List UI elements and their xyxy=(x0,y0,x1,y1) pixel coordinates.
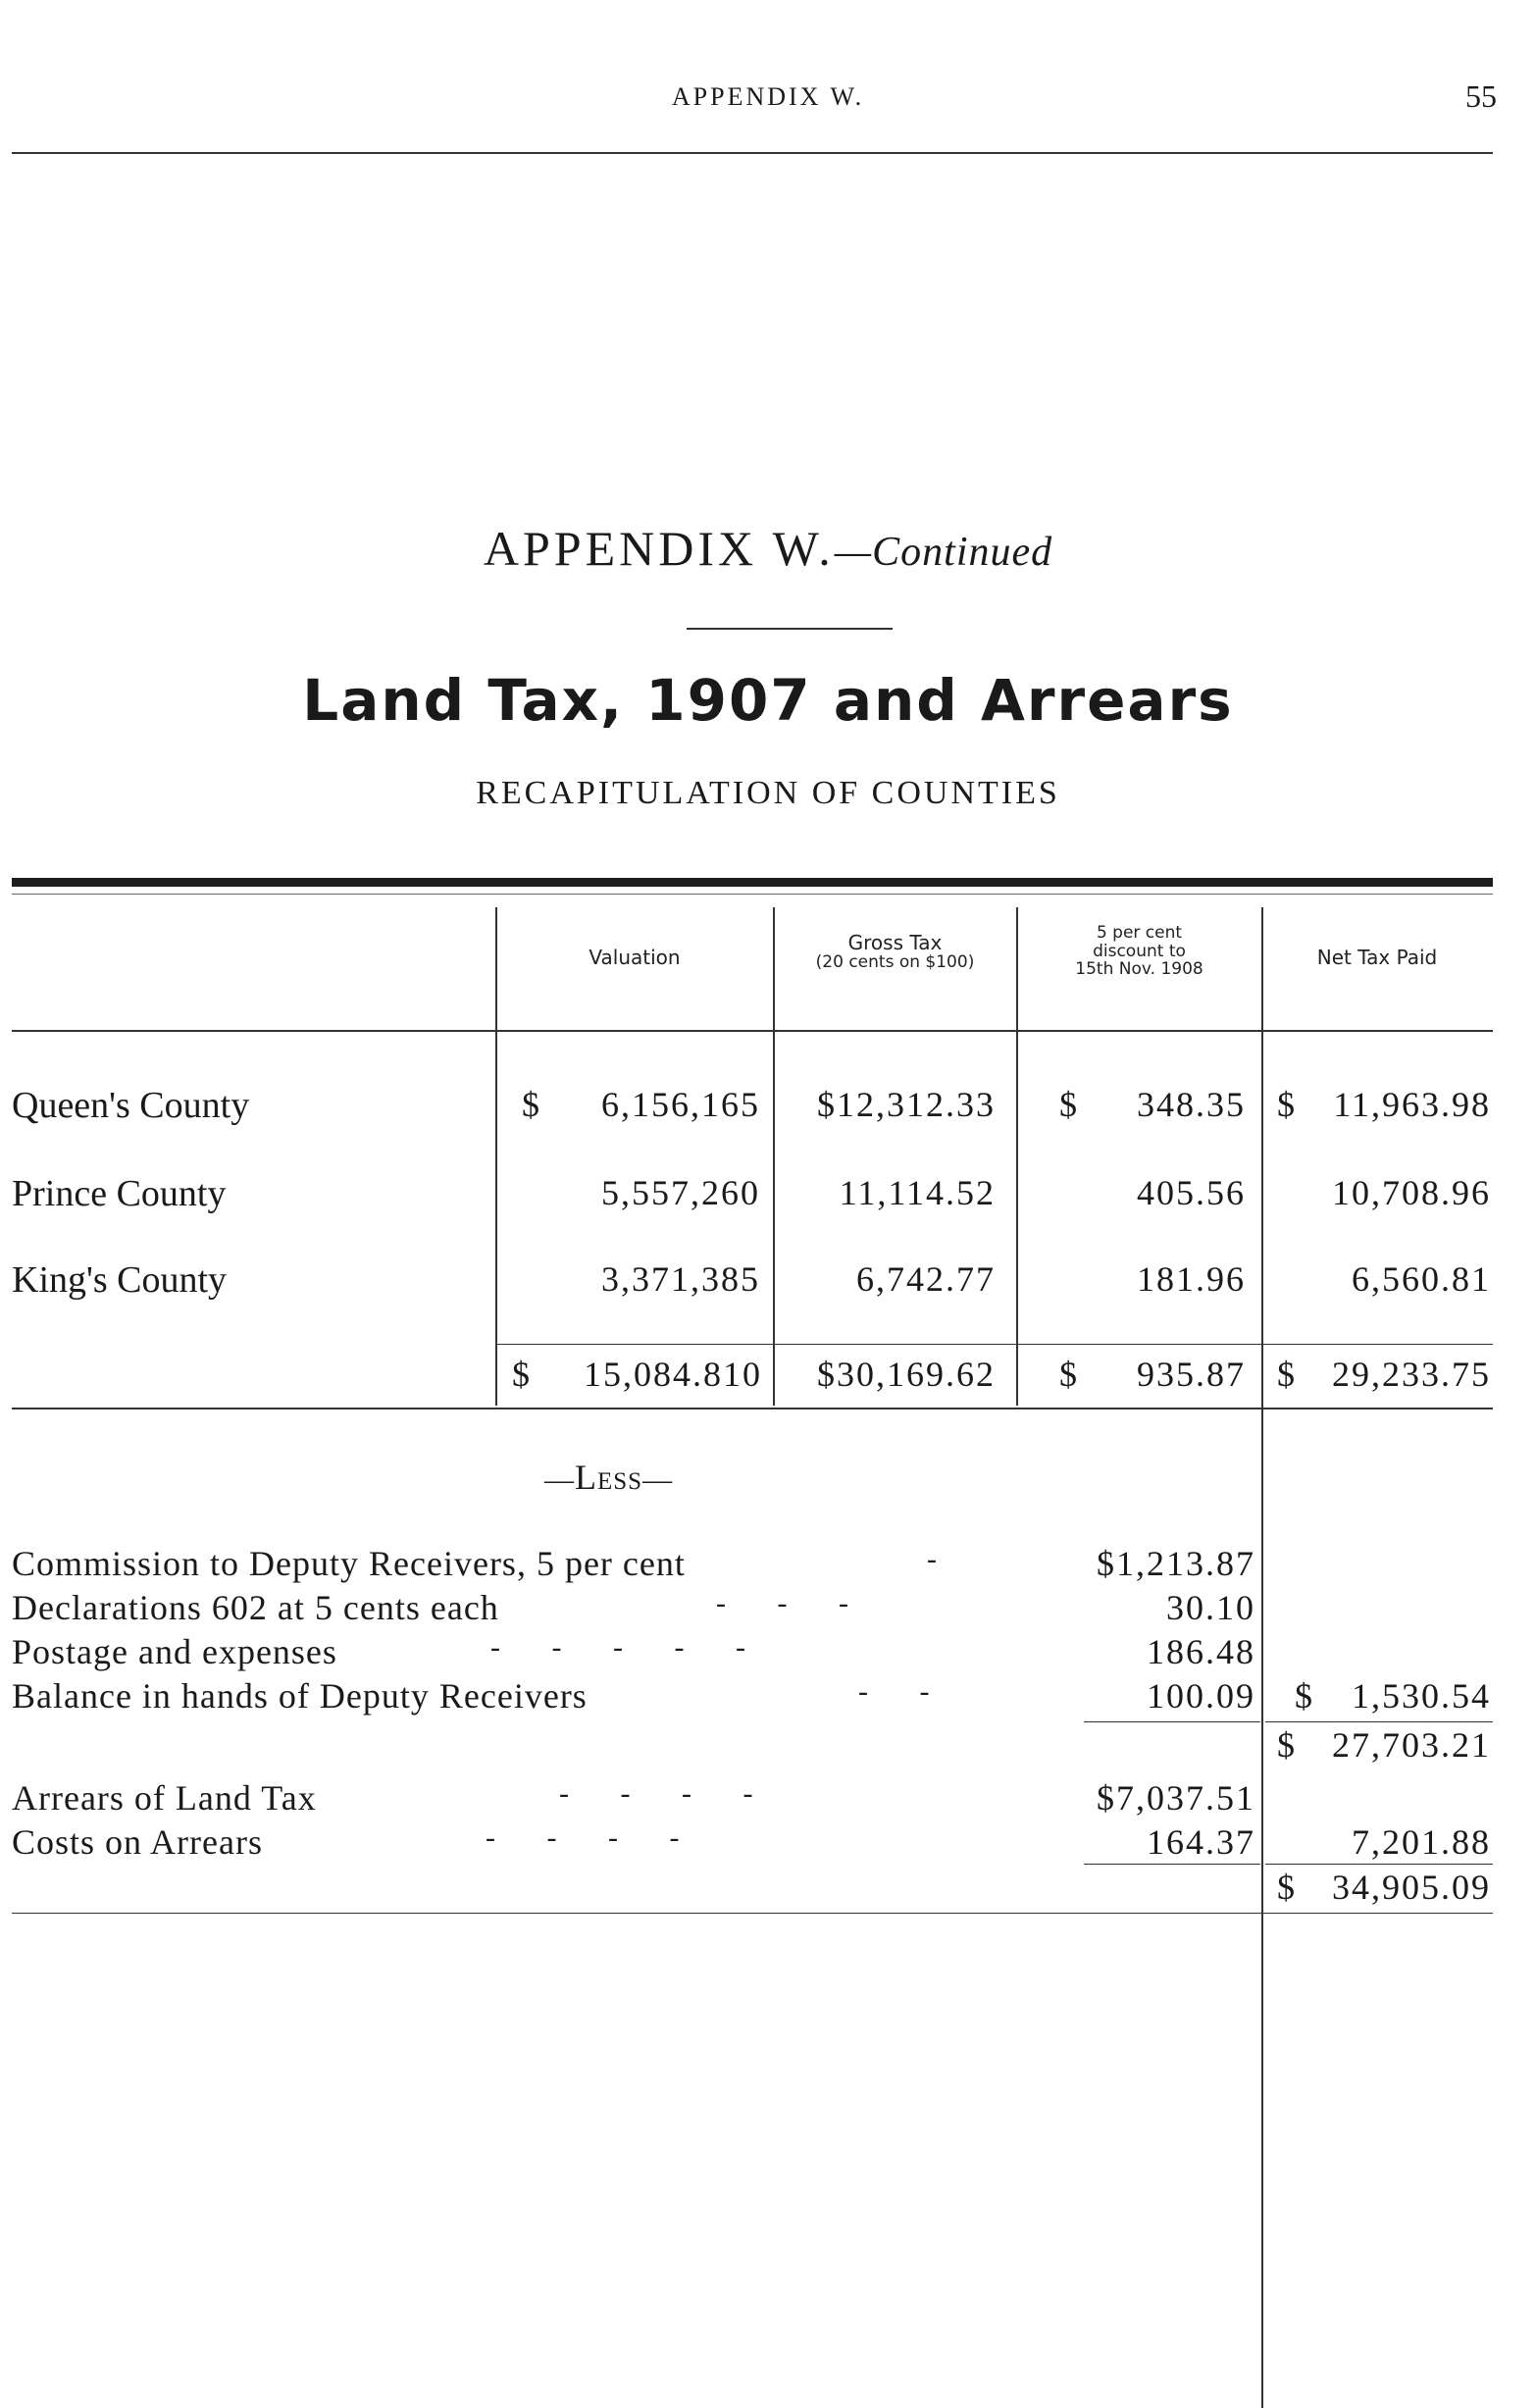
valuation-cell: 3,371,385 xyxy=(601,1259,760,1299)
net-tax-cell: 6,560.81 xyxy=(1352,1259,1491,1299)
discount-line3: 15th Nov. 1908 xyxy=(1075,959,1203,980)
valuation-cell: 5,557,260 xyxy=(601,1173,760,1212)
table-bottom-rule xyxy=(12,1408,1493,1409)
currency-sign: $ xyxy=(1059,1355,1077,1394)
gross-tax-line2: (20 cents on $100) xyxy=(815,952,975,972)
row-label-kings: King's County xyxy=(12,1259,228,1301)
continued-label: —Continued xyxy=(834,530,1053,575)
deduction-amount: 100.09 xyxy=(1147,1676,1255,1716)
deduction-label: Postage and expenses xyxy=(12,1632,337,1671)
total-gross-tax: $30,169.62 xyxy=(817,1355,996,1394)
col-header-net-tax: Net Tax Paid xyxy=(1316,946,1438,969)
deductions-total: 1,530.54 xyxy=(1352,1676,1491,1716)
title-rule xyxy=(687,628,893,630)
header-bottom-rule xyxy=(12,1030,1493,1032)
deduction-label: Declarations 602 at 5 cents each xyxy=(12,1588,499,1627)
currency-sign: $ xyxy=(1277,1868,1295,1907)
table-top-thick-rule xyxy=(12,878,1493,887)
less-dash-left: — xyxy=(544,1463,575,1496)
currency-sign: $ xyxy=(1277,1355,1295,1394)
gross-tax-cell: 11,114.52 xyxy=(839,1173,996,1212)
gross-tax-cell: $12,312.33 xyxy=(817,1085,996,1124)
appendix-title xyxy=(0,520,1536,577)
total-net-tax: 29,233.75 xyxy=(1332,1355,1491,1394)
discount-cell: 181.96 xyxy=(1137,1259,1246,1299)
deduction-label: Balance in hands of Deputy Receivers xyxy=(12,1676,588,1716)
page-subtitle: RECAPITULATION OF COUNTIES xyxy=(476,775,1060,811)
table-top-thin-rule xyxy=(12,894,1493,895)
deduction-amount: $1,213.87 xyxy=(1097,1544,1255,1583)
leader-dashes: - - - - - xyxy=(490,1631,745,1664)
totals-rule xyxy=(495,1344,1493,1345)
discount-line2: discount to xyxy=(1093,941,1186,961)
currency-sign: $ xyxy=(1059,1085,1077,1124)
valuation-cell: 6,156,165 xyxy=(601,1085,760,1124)
less-heading xyxy=(544,1457,673,1498)
col-header-gross-tax xyxy=(775,932,1015,972)
arrears-label: Arrears of Land Tax xyxy=(12,1778,317,1818)
currency-sign: $ xyxy=(522,1085,539,1124)
deduction-amount: 30.10 xyxy=(1166,1588,1255,1627)
currency-sign: $ xyxy=(1295,1676,1312,1716)
gross-tax-cell: 6,742.77 xyxy=(856,1259,996,1299)
discount-cell: 405.56 xyxy=(1137,1173,1246,1212)
less-label: Less xyxy=(575,1458,643,1497)
leader-dashes: - xyxy=(927,1543,937,1575)
deductions-rule xyxy=(1084,1721,1260,1722)
leader-dashes: - - - xyxy=(716,1587,848,1619)
total-discount: 935.87 xyxy=(1137,1355,1246,1394)
after-deductions-total: 27,703.21 xyxy=(1332,1725,1491,1765)
discount-line1: 5 per cent xyxy=(1096,923,1183,943)
grand-total: 34,905.09 xyxy=(1332,1868,1491,1907)
net-tax-cell: 10,708.96 xyxy=(1332,1173,1491,1212)
currency-sign: $ xyxy=(512,1355,530,1394)
row-label-queens: Queen's County xyxy=(12,1085,250,1126)
col-divider-4 xyxy=(1261,907,1263,2408)
discount-cell: 348.35 xyxy=(1137,1085,1246,1124)
header-rule xyxy=(12,152,1493,154)
col-divider-1 xyxy=(495,907,497,1406)
gross-tax-line1: Gross Tax xyxy=(847,931,943,954)
arrears-rule xyxy=(1084,1864,1260,1865)
grand-total-rule xyxy=(1265,1864,1493,1865)
leader-dashes: - - - - xyxy=(486,1821,680,1854)
arrears-amount: 164.37 xyxy=(1147,1822,1255,1862)
deduction-amount: 186.48 xyxy=(1147,1632,1255,1671)
arrears-amount: $7,037.51 xyxy=(1097,1778,1255,1818)
appendix-label: APPENDIX W. xyxy=(483,521,835,576)
deduction-label: Commission to Deputy Receivers, 5 per cent xyxy=(12,1544,686,1583)
leader-dashes: - - - - xyxy=(559,1777,753,1810)
net-tax-cell: 11,963.98 xyxy=(1333,1085,1491,1124)
col-header-valuation: Valuation xyxy=(589,946,681,969)
currency-sign: $ xyxy=(1277,1725,1295,1765)
currency-sign: $ xyxy=(1277,1085,1295,1124)
leader-dashes: - - xyxy=(858,1675,930,1708)
page-title: Land Tax, 1907 and Arrears xyxy=(302,667,1234,734)
total-valuation: 15,084.810 xyxy=(584,1355,762,1394)
col-divider-3 xyxy=(1016,907,1018,1406)
arrears-total: 7,201.88 xyxy=(1352,1822,1491,1862)
row-label-prince: Prince County xyxy=(12,1173,227,1214)
page-number: 55 xyxy=(1465,78,1497,114)
arrears-label: Costs on Arrears xyxy=(12,1822,263,1862)
page-bottom-rule xyxy=(12,1913,1493,1914)
col-header-discount xyxy=(1018,924,1260,979)
less-dash-right: — xyxy=(642,1463,674,1496)
col-divider-2 xyxy=(773,907,775,1406)
running-title: APPENDIX W. xyxy=(671,82,865,111)
subtotal-rule xyxy=(1265,1721,1493,1722)
